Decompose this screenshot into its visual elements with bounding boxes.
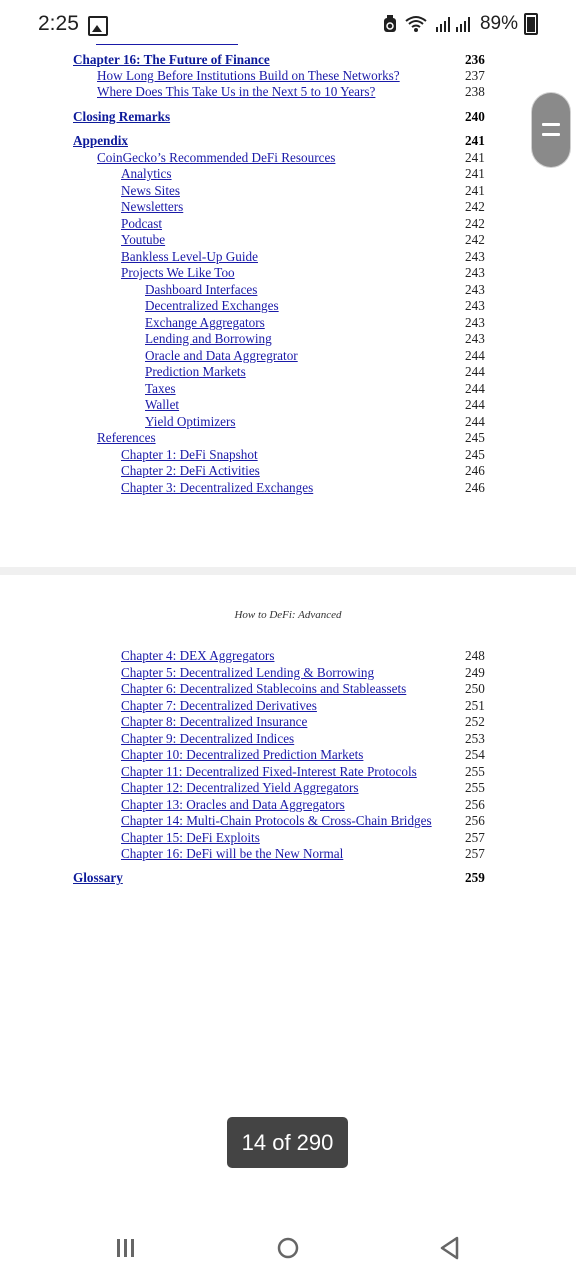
- toc-entry[interactable]: [121, 479, 500, 496]
- toc-entry[interactable]: [97, 429, 500, 446]
- toc-entry-page: 255: [465, 780, 485, 795]
- toc-entry-title[interactable]: Appendix: [73, 133, 128, 148]
- toc-entry[interactable]: [97, 149, 500, 166]
- toc-entry[interactable]: [145, 314, 500, 331]
- recent-apps-button[interactable]: [106, 1232, 146, 1264]
- toc-entry[interactable]: [121, 796, 500, 813]
- toc-entry-page: 243: [465, 265, 485, 280]
- toc-entry-title[interactable]: Podcast: [121, 215, 163, 231]
- toc-entry-title[interactable]: Chapter 2: DeFi Activities: [121, 463, 260, 478]
- toc-entry[interactable]: [121, 763, 500, 780]
- toc-entry-page: 244: [465, 397, 485, 412]
- toc-entry-title[interactable]: Chapter 16: DeFi will be the New Normal: [121, 846, 344, 861]
- toc-entry-page: 244: [465, 413, 485, 429]
- toc-entry-page: 246: [465, 463, 485, 478]
- toc-entry-title[interactable]: Chapter 10: Decentralized Prediction Markets: [121, 747, 364, 762]
- clipped-link-underline: [96, 44, 238, 45]
- toc-entry-page: 243: [465, 331, 485, 346]
- toc-entry-page: 244: [465, 364, 485, 379]
- toc-entry[interactable]: [121, 182, 500, 199]
- toc-entry-title[interactable]: Taxes: [145, 380, 176, 396]
- toc-entry-title[interactable]: Chapter 5: Decentralized Lending & Borrowing: [121, 664, 375, 680]
- toc-entry-page: 241: [465, 150, 485, 165]
- toc-entry[interactable]: [121, 713, 500, 730]
- page-running-header: How to DeFi: Advanced: [234, 609, 342, 621]
- toc-entry-title[interactable]: Closing Remarks: [73, 109, 171, 124]
- signal-icon: [434, 15, 474, 33]
- toc-entry[interactable]: [121, 215, 500, 232]
- pdf-page-13: [0, 44, 576, 567]
- toc-entry-title[interactable]: Chapter 13: Oracles and Data Aggregators: [121, 796, 345, 812]
- toc-entry-page: 255: [465, 763, 485, 779]
- toc-entry-page: 244: [465, 347, 485, 363]
- home-icon: [268, 1232, 308, 1264]
- toc-entry-page: 243: [465, 248, 485, 264]
- toc-entry-title[interactable]: CoinGecko’s Recommended DeFi Resources: [97, 150, 336, 165]
- toc-entry-page: 236: [465, 52, 485, 67]
- toc-entry-page: 242: [465, 232, 485, 247]
- toc-entry-title[interactable]: Chapter 11: Decentralized Fixed-Interest Rate Protocols: [121, 763, 417, 779]
- page-separator: [0, 567, 576, 575]
- toc-entry-page: 254: [465, 747, 485, 762]
- toc-entry[interactable]: [145, 347, 500, 364]
- toc-entry-page: 245: [465, 430, 485, 445]
- toc-entry[interactable]: [97, 83, 500, 100]
- gallery-notification-icon: [88, 16, 108, 36]
- toc-entry[interactable]: [121, 680, 500, 697]
- toc-entry[interactable]: [121, 198, 500, 215]
- toc-entry-page: 243: [465, 314, 485, 330]
- toc-entry[interactable]: [121, 697, 500, 714]
- recycle-icon: [382, 15, 398, 33]
- toc-entry-title[interactable]: Decentralized Exchanges: [145, 298, 279, 313]
- toc-entry-page: 242: [465, 215, 485, 231]
- toc-entry-title[interactable]: Newsletters: [121, 199, 184, 214]
- toc-entry-title[interactable]: Chapter 16: The Future of Finance: [73, 52, 270, 67]
- toc-entry-title[interactable]: Chapter 1: DeFi Snapshot: [121, 446, 258, 462]
- toc-entry-title[interactable]: Yield Optimizers: [145, 413, 236, 429]
- toc-entry-page: 238: [465, 84, 485, 99]
- toc-entry-title[interactable]: Chapter 6: Decentralized Stablecoins and Stableassets: [121, 681, 407, 696]
- toc-entry-title[interactable]: Chapter 7: Decentralized Derivatives: [121, 697, 317, 713]
- toc-entry-page: 249: [465, 664, 485, 680]
- toc-entry[interactable]: [145, 297, 500, 314]
- toc-entry[interactable]: [121, 264, 500, 281]
- toc-entry[interactable]: [145, 396, 500, 413]
- wifi-icon: [404, 15, 428, 33]
- toc-entry-page: 240: [465, 109, 485, 124]
- toc-entry[interactable]: [121, 746, 500, 763]
- toc-entry[interactable]: [121, 231, 500, 248]
- toc-entry[interactable]: [121, 165, 500, 182]
- toc-entry[interactable]: [73, 108, 500, 125]
- toc-entry[interactable]: [121, 845, 500, 862]
- toc-entry[interactable]: [121, 647, 500, 664]
- toc-entry-page: 237: [465, 68, 485, 83]
- toc-entry-title[interactable]: Glossary: [73, 870, 123, 885]
- status-indicators: [382, 13, 538, 35]
- toc-entry[interactable]: [145, 380, 500, 397]
- status-time: 2:25: [38, 12, 79, 35]
- toc-entry[interactable]: [145, 330, 500, 347]
- toc-entry-title[interactable]: Analytics: [121, 166, 172, 181]
- recent-apps-icon: [106, 1232, 146, 1264]
- back-button[interactable]: [430, 1232, 470, 1264]
- toc-entry-page: 250: [465, 681, 485, 696]
- toc-entry-page: 256: [465, 796, 485, 812]
- toc-entry-title[interactable]: Chapter 3: Decentralized Exchanges: [121, 479, 314, 495]
- toc-entry-page: 245: [465, 446, 485, 462]
- toc-entry-title[interactable]: Chapter 4: DEX Aggregators: [121, 648, 275, 663]
- fast-scroll-handle[interactable]: [532, 93, 570, 167]
- toc-entry-page: 259: [465, 870, 485, 885]
- toc-entry-title[interactable]: Prediction Markets: [145, 364, 246, 379]
- toc-entry-title[interactable]: Wallet: [145, 397, 180, 412]
- toc-entry[interactable]: [145, 363, 500, 380]
- toc-entry-page: 246: [465, 479, 485, 495]
- toc-entry[interactable]: [73, 869, 500, 886]
- toc-entry-page: 248: [465, 648, 485, 663]
- toc-entry-page: 241: [465, 133, 485, 148]
- toc-entry-title[interactable]: Lending and Borrowing: [145, 331, 272, 346]
- toc-entry[interactable]: [121, 812, 500, 829]
- toc-entry[interactable]: [145, 413, 500, 430]
- toc-entry[interactable]: [121, 446, 500, 463]
- toc-entry[interactable]: [121, 829, 500, 846]
- toc-entry[interactable]: [145, 281, 500, 298]
- toc-entry[interactable]: [121, 730, 500, 747]
- toc-entry-title[interactable]: Projects We Like Too: [121, 265, 235, 280]
- toc-entry[interactable]: [97, 67, 500, 84]
- toc-entry-title[interactable]: Dashboard Interfaces: [145, 281, 258, 297]
- toc-entry-title[interactable]: Chapter 12: Decentralized Yield Aggregators: [121, 780, 359, 795]
- back-icon: [430, 1232, 470, 1264]
- toc-entry-page: 256: [465, 813, 485, 828]
- toc-entry-page: 243: [465, 281, 485, 297]
- toc-entry-page: 253: [465, 730, 485, 746]
- page-indicator: 14 of 290: [227, 1117, 348, 1168]
- toc-entry-page: 243: [465, 298, 485, 313]
- toc-entry-page: 242: [465, 199, 485, 214]
- toc-entry-title[interactable]: News Sites: [121, 182, 180, 198]
- system-nav-bar: [0, 1216, 576, 1280]
- toc-entry-title[interactable]: Oracle and Data Aggregrator: [145, 347, 298, 363]
- toc-entry-page: 241: [465, 182, 485, 198]
- toc-entry-title[interactable]: Chapter 15: DeFi Exploits: [121, 829, 260, 845]
- toc-entry[interactable]: [121, 462, 500, 479]
- toc-entry-title[interactable]: Chapter 8: Decentralized Insurance: [121, 714, 308, 729]
- toc-entry-page: 244: [465, 380, 485, 396]
- battery-percent: 89%: [479, 13, 518, 34]
- toc-entry[interactable]: [73, 51, 500, 68]
- toc-entry-page: 257: [465, 829, 485, 845]
- toc-entry[interactable]: [73, 132, 500, 149]
- toc-entry[interactable]: [121, 664, 500, 681]
- toc-entry[interactable]: [121, 779, 500, 796]
- toc-entry-title[interactable]: Where Does This Take Us in the Next 5 to 10 Years?: [97, 84, 376, 99]
- toc-entry-page: 241: [465, 166, 485, 181]
- toc-entry-page: 257: [465, 846, 485, 861]
- pdf-page-14: [0, 575, 576, 1045]
- toc-entry-title[interactable]: How Long Before Institutions Build on These Networks?: [97, 68, 400, 83]
- toc-entry-title[interactable]: Chapter 9: Decentralized Indices: [121, 730, 295, 746]
- battery-icon: [524, 13, 538, 35]
- toc-entry-title[interactable]: References: [97, 430, 156, 445]
- status-bar: [0, 0, 576, 50]
- toc-entry-title[interactable]: Exchange Aggregators: [145, 314, 265, 330]
- home-button[interactable]: [268, 1232, 308, 1264]
- toc-entry-title[interactable]: Youtube: [121, 232, 166, 247]
- toc-entry[interactable]: [121, 248, 500, 265]
- toc-entry-title[interactable]: Chapter 14: Multi-Chain Protocols & Cross-Chain Bridges: [121, 813, 432, 828]
- toc-entry-title[interactable]: Bankless Level-Up Guide: [121, 248, 258, 264]
- toc-entry-page: 252: [465, 714, 485, 729]
- toc-entry-page: 251: [465, 697, 485, 713]
